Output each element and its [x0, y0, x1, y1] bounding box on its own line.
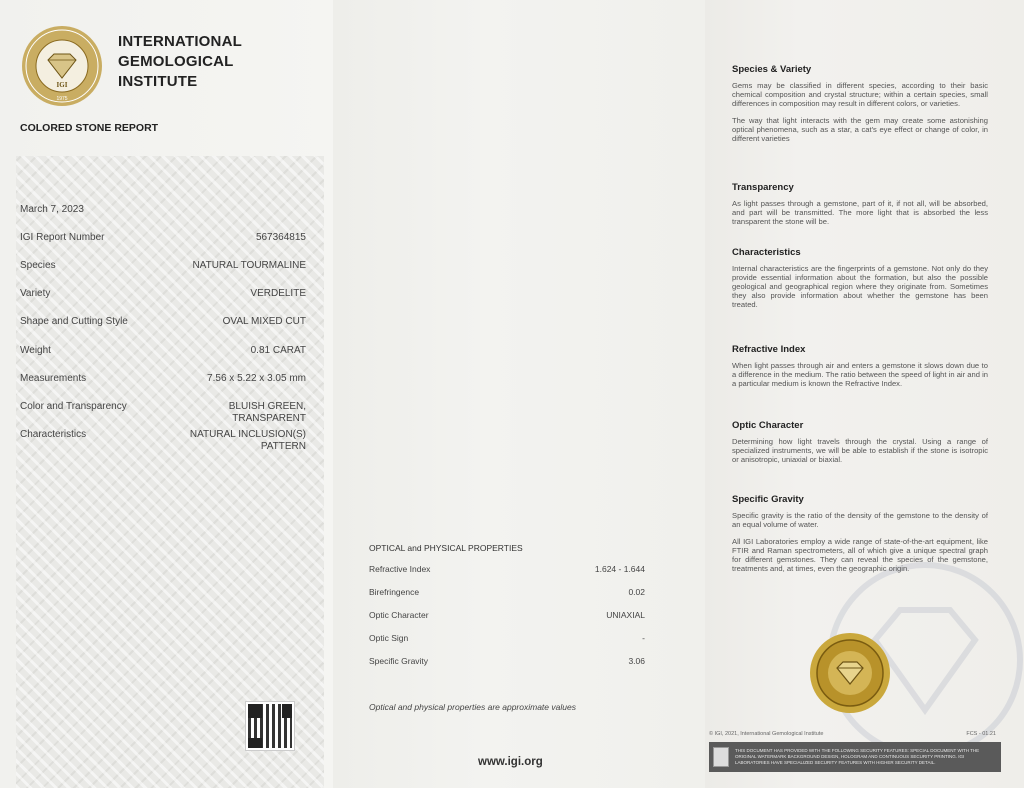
optical-value: UNIAXIAL: [606, 610, 645, 620]
info-section: [732, 344, 988, 396]
optical-label: Specific Gravity: [369, 656, 429, 666]
section-text: When light passes through air and enters a gemstone it slows down due to a difference in the medium. The ratio between the speed of light in air and in a particular medium is known the Refractive Index.: [732, 361, 988, 388]
igi-seal-logo: [20, 24, 104, 108]
gold-hologram-seal: [809, 632, 891, 714]
optical-value: 1.624 - 1.644: [594, 564, 645, 574]
section-text: Specific gravity is the ratio of the density of the gemstone to the density of an equal volume of water.: [732, 511, 988, 529]
info-section: [732, 494, 988, 581]
optical-note: Optical and physical properties are approximate values: [369, 702, 576, 712]
row-label: Variety: [20, 288, 51, 299]
info-panel: [705, 0, 1024, 788]
optical-label: Optic Character: [369, 610, 429, 620]
optical-title: OPTICAL and PHYSICAL PROPERTIES: [369, 543, 523, 553]
row-label: Shape and Cutting Style: [20, 316, 128, 327]
svg-text:1975: 1975: [56, 96, 68, 102]
section-text: All IGI Laboratories employ a wide range of state-of-the-art equipment, like FTIR and Raman spectrometers, all of which give a unique spectral graph for different gemstones. They can reveal the species of the gemstone, treatments and, at times, even the geographic origin.: [732, 537, 988, 573]
document-icon: [713, 747, 729, 767]
optical-label: Refractive Index: [369, 564, 431, 574]
section-text: As light passes through a gemstone, part of it, if not all, will be absorbed, and part will be transmitted. The more light that is absorbed the less transparent the stone will be.: [732, 199, 988, 226]
row-label: Species: [20, 260, 56, 271]
org-name: INTERNATIONAL GEMOLOGICAL INSTITUTE: [118, 33, 242, 90]
row-label: IGI Report Number: [20, 232, 105, 243]
row-value: BLUISH GREEN, TRANSPARENT: [228, 401, 306, 424]
optical-value: 3.06: [628, 656, 645, 666]
row-value: 0.81 CARAT: [250, 345, 306, 356]
section-text: Internal characteristics are the fingerprints of a gemstone. Not only do they provide essential information about the formation, but also the possible geological and geographical region where they originate from. Sometimes they also provide information about whether the gemstone has been treated.: [732, 264, 988, 309]
optical-value: -: [642, 633, 645, 643]
security-disclaimer: [709, 742, 1001, 772]
optical-label: Optic Sign: [369, 633, 409, 643]
info-section: [732, 64, 988, 151]
row-value: VERDELITE: [250, 288, 306, 299]
section-text: The way that light interacts with the gem may create some astonishing optical phenomena, such as a star, a cat's eye effect or change of color, in different varieties: [732, 116, 988, 143]
section-text: Gems may be classified in different species, according to their basic chemical composition and crystal structure; within a certain species, small differences in composition may result in different colors, or varieties.: [732, 81, 988, 108]
svg-text:IGI: IGI: [56, 81, 68, 89]
row-value: NATURAL TOURMALINE: [192, 260, 306, 271]
website-link[interactable]: www.igi.org: [478, 756, 543, 768]
row-label: Measurements: [20, 373, 87, 384]
section-heading: Characteristics: [732, 247, 801, 258]
row-label: Characteristics: [20, 429, 87, 440]
section-heading: Refractive Index: [732, 344, 806, 355]
optical-label: Birefringence: [369, 587, 420, 597]
qr-code[interactable]: [246, 702, 294, 750]
row-value: 7.56 x 5.22 x 3.05 mm: [207, 373, 306, 384]
row-label: Color and Transparency: [20, 401, 127, 412]
row-value: 567364815: [255, 232, 306, 243]
section-heading: Specific Gravity: [732, 494, 804, 505]
report-type-title: COLORED STONE REPORT: [20, 122, 159, 134]
info-section: [732, 247, 988, 317]
section-heading: Transparency: [732, 182, 794, 193]
optical-value: 0.02: [628, 587, 645, 597]
info-section: [732, 420, 988, 472]
info-section: [732, 182, 988, 234]
report-details: [16, 156, 324, 788]
disclaimer-text: THIS DOCUMENT HAS PROVIDED WITH THE FOLLOWING SECURITY FEATURES: SPECIAL DOCUMENT WITH THE ORIGINAL WATERMARK BACKGROUND DESIGN, HOLOGRAM AND CONTINUOUS SECURITY PRINTING. IGI LABORATORIES HAVE SPECIALIZED SECURITY FEATURES WITH HIGHER SECURITY DETAIL.: [735, 748, 980, 765]
report-panel: [0, 0, 333, 788]
row-label: Weight: [20, 345, 51, 356]
section-text: Determining how light travels through the crystal. Using a range of specialized instruments, we will be able to establish if the stone is isotropic or anisotropic, uniaxial or biaxial.: [732, 437, 988, 464]
row-value: OVAL MIXED CUT: [222, 316, 306, 327]
row-value: NATURAL INCLUSION(S) PATTERN: [189, 429, 306, 452]
copyright-text: © IGI, 2021, International Gemological Institute: [709, 731, 824, 737]
section-heading: Optic Character: [732, 420, 804, 431]
section-heading: Species & Variety: [732, 64, 812, 75]
optical-panel: [333, 0, 705, 788]
form-code: FCS - 01.21: [966, 731, 996, 737]
report-date: March 7, 2023: [20, 204, 84, 215]
